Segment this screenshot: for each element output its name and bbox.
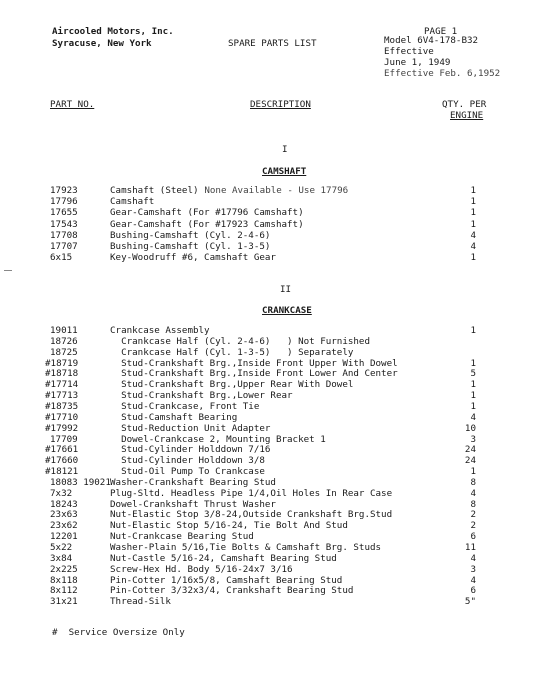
part-description: Stud-Crankcase, Front Tie bbox=[110, 400, 260, 412]
quantity: 24 bbox=[464, 455, 476, 467]
quantity: 11 bbox=[464, 542, 476, 553]
column-qty-line2: ENGINE bbox=[450, 110, 484, 121]
section-numeral: I bbox=[282, 144, 288, 155]
quantity: 1 bbox=[470, 325, 476, 336]
availability-note: None Available - Use 17796 bbox=[204, 185, 349, 196]
part-number: 23x62 bbox=[50, 520, 78, 532]
part-number: 12201 bbox=[50, 531, 78, 543]
part-row bbox=[0, 231, 540, 243]
part-description: Dowel-Crankshaft Thrust Washer bbox=[110, 498, 276, 510]
part-number: 19011 bbox=[50, 325, 78, 336]
quantity: 4 bbox=[470, 552, 476, 564]
quantity: 6 bbox=[470, 531, 476, 543]
quantity: 6 bbox=[470, 585, 476, 597]
part-description: Stud-Reduction Unit Adapter bbox=[110, 422, 271, 434]
quantity: 4 bbox=[470, 487, 476, 499]
quantity: 1 bbox=[470, 400, 476, 412]
part-number: 7x32 bbox=[50, 487, 73, 499]
section-heading: CAMSHAFT bbox=[262, 166, 307, 177]
part-number: 8x118 bbox=[50, 574, 78, 586]
quantity: 1 bbox=[470, 357, 476, 369]
quantity: 1 bbox=[470, 466, 476, 478]
part-number: 17796 bbox=[50, 196, 78, 208]
part-description: Key-Woodruff #6, Camshaft Gear bbox=[110, 252, 276, 264]
quantity: 1 bbox=[470, 252, 476, 264]
part-number: 2x225 bbox=[50, 563, 78, 575]
quantity: 4 bbox=[470, 574, 476, 586]
part-number: 17655 bbox=[50, 207, 78, 219]
quantity: 8 bbox=[470, 498, 476, 510]
revision-date: Effective Feb. 6,1952 bbox=[384, 68, 501, 79]
quantity: 1 bbox=[470, 390, 476, 402]
quantity: 4 bbox=[470, 229, 476, 241]
part-number: #17660 bbox=[45, 455, 79, 467]
part-description: Stud-Crankshaft Brg.,Upper Rear With Dowel bbox=[110, 379, 354, 391]
part-description: Stud-Crankshaft Brg.,Lower Rear bbox=[110, 390, 293, 402]
part-number: 17543 bbox=[50, 218, 78, 230]
part-description: Gear-Camshaft (For #17923 Camshaft) bbox=[110, 218, 304, 230]
part-description: Crankcase Assembly bbox=[110, 325, 210, 336]
quantity: 5" bbox=[464, 596, 476, 608]
part-row bbox=[0, 253, 540, 265]
part-number: 8x112 bbox=[50, 585, 78, 597]
model-number: Model 6V4-178-B32 bbox=[384, 35, 479, 46]
company-name: Aircooled Motors, Inc. bbox=[52, 26, 174, 37]
part-description: Thread-Silk bbox=[110, 596, 171, 608]
part-description: Camshaft (Steel) bbox=[110, 185, 205, 196]
column-description: DESCRIPTION bbox=[250, 99, 311, 110]
part-description: Gear-Camshaft (For #17796 Camshaft) bbox=[110, 207, 304, 219]
quantity: 1 bbox=[470, 185, 476, 196]
part-number: #17661 bbox=[45, 444, 79, 456]
column-part-no: PART NO. bbox=[50, 99, 95, 110]
part-description: Crankcase Half (Cyl. 2-4-6) ) Not Furnished bbox=[110, 335, 370, 347]
part-number: 6x15 bbox=[50, 252, 73, 264]
part-description: Nut-Elastic Stop 3/8-24,Outside Crankshaft Brg.Stud bbox=[110, 509, 393, 521]
part-number: #18718 bbox=[45, 368, 79, 380]
part-description: Screw-Hex Hd. Body 5/16-24x7 3/16 bbox=[110, 563, 293, 575]
quantity: 3 bbox=[470, 433, 476, 445]
part-description: Washer-Plain 5/16,Tie Bolts & Camshaft Brg. Studs bbox=[110, 542, 382, 553]
part-number: 18725 bbox=[50, 346, 78, 358]
quantity: 10 bbox=[464, 422, 476, 434]
part-description: Dowel-Crankcase 2, Mounting Bracket 1 bbox=[110, 433, 326, 445]
part-number: 17708 bbox=[50, 229, 78, 241]
quantity: 24 bbox=[464, 444, 476, 456]
part-description: Stud-Oil Pump To Crankcase bbox=[110, 466, 265, 478]
quantity: 2 bbox=[470, 509, 476, 521]
quantity: 2 bbox=[470, 520, 476, 532]
part-description: Stud-Camshaft Bearing bbox=[110, 411, 238, 423]
part-description: Stud-Crankshaft Brg.,Inside Front Lower And Center bbox=[110, 368, 398, 380]
part-description: Nut-Elastic Stop 5/16-24, Tie Bolt And Stud bbox=[110, 520, 348, 532]
quantity: 8 bbox=[470, 476, 476, 488]
effective-label: Effective bbox=[384, 46, 434, 57]
part-number: #18121 bbox=[45, 466, 79, 478]
quantity: 5 bbox=[470, 368, 476, 380]
quantity: 1 bbox=[470, 207, 476, 219]
part-number: #18735 bbox=[45, 400, 79, 412]
part-description: Stud-Crankshaft Brg.,Inside Front Upper With Dowel bbox=[110, 357, 398, 369]
part-number: 3x84 bbox=[50, 552, 73, 564]
quantity: 3 bbox=[470, 563, 476, 575]
part-row bbox=[0, 597, 540, 609]
part-number: 31x21 bbox=[50, 596, 78, 608]
margin-mark bbox=[4, 270, 12, 271]
part-number: 17707 bbox=[50, 241, 78, 252]
part-description: Camshaft bbox=[110, 196, 155, 208]
part-number: 17709 bbox=[50, 433, 78, 445]
part-number: 18726 bbox=[50, 335, 78, 347]
section-numeral: II bbox=[280, 284, 292, 295]
part-description: Bushing-Camshaft (Cyl. 2-4-6) bbox=[110, 229, 271, 241]
quantity: 1 bbox=[470, 218, 476, 230]
quantity: 4 bbox=[470, 411, 476, 423]
part-description: Nut-Castle 5/16-24, Camshaft Bearing Stud bbox=[110, 552, 337, 564]
company-location: Syracuse, New York bbox=[52, 38, 152, 49]
part-number: 5x22 bbox=[50, 542, 73, 553]
part-row bbox=[0, 186, 540, 198]
section-heading: CRANKCASE bbox=[262, 305, 312, 316]
part-description: Pin-Cotter 3/32x3/4, Crankshaft Bearing Stud bbox=[110, 585, 354, 597]
part-number: 18243 bbox=[50, 498, 78, 510]
part-number: #17992 bbox=[45, 422, 79, 434]
part-description: Nut-Crankcase Bearing Stud bbox=[110, 531, 254, 543]
part-number: 18083 19021 bbox=[50, 476, 111, 488]
document-title: SPARE PARTS LIST bbox=[228, 38, 317, 49]
part-row bbox=[0, 220, 540, 232]
part-description: Washer-Crankshaft Bearing Stud bbox=[110, 476, 276, 488]
part-description: Stud-Cylinder Holddown 3/8 bbox=[110, 455, 265, 467]
part-number: 23x63 bbox=[50, 509, 78, 521]
part-number: 17923 bbox=[50, 185, 78, 196]
part-description: Plug-Sltd. Headless Pipe 1/4,Oil Holes In Rear Case bbox=[110, 487, 393, 499]
column-qty-line1: QTY. PER bbox=[442, 99, 487, 110]
page-number: PAGE 1 bbox=[424, 26, 458, 37]
part-description: Stud-Cylinder Holddown 7/16 bbox=[110, 444, 271, 456]
part-description: Bushing-Camshaft (Cyl. 1-3-5) bbox=[110, 241, 271, 252]
part-number: #17710 bbox=[45, 411, 79, 423]
part-description: Crankcase Half (Cyl. 1-3-5) ) Separately bbox=[110, 346, 354, 358]
part-number: #17713 bbox=[45, 390, 79, 402]
quantity: 1 bbox=[470, 196, 476, 208]
quantity: 4 bbox=[470, 241, 476, 252]
part-number: #18719 bbox=[45, 357, 79, 369]
part-number: #17714 bbox=[45, 379, 79, 391]
effective-date: June 1, 1949 bbox=[384, 57, 451, 68]
part-description: Pin-Cotter 1/16x5/8, Camshaft Bearing Stud bbox=[110, 574, 343, 586]
quantity: 1 bbox=[470, 379, 476, 391]
footnote: # Service Oversize Only bbox=[52, 627, 185, 638]
